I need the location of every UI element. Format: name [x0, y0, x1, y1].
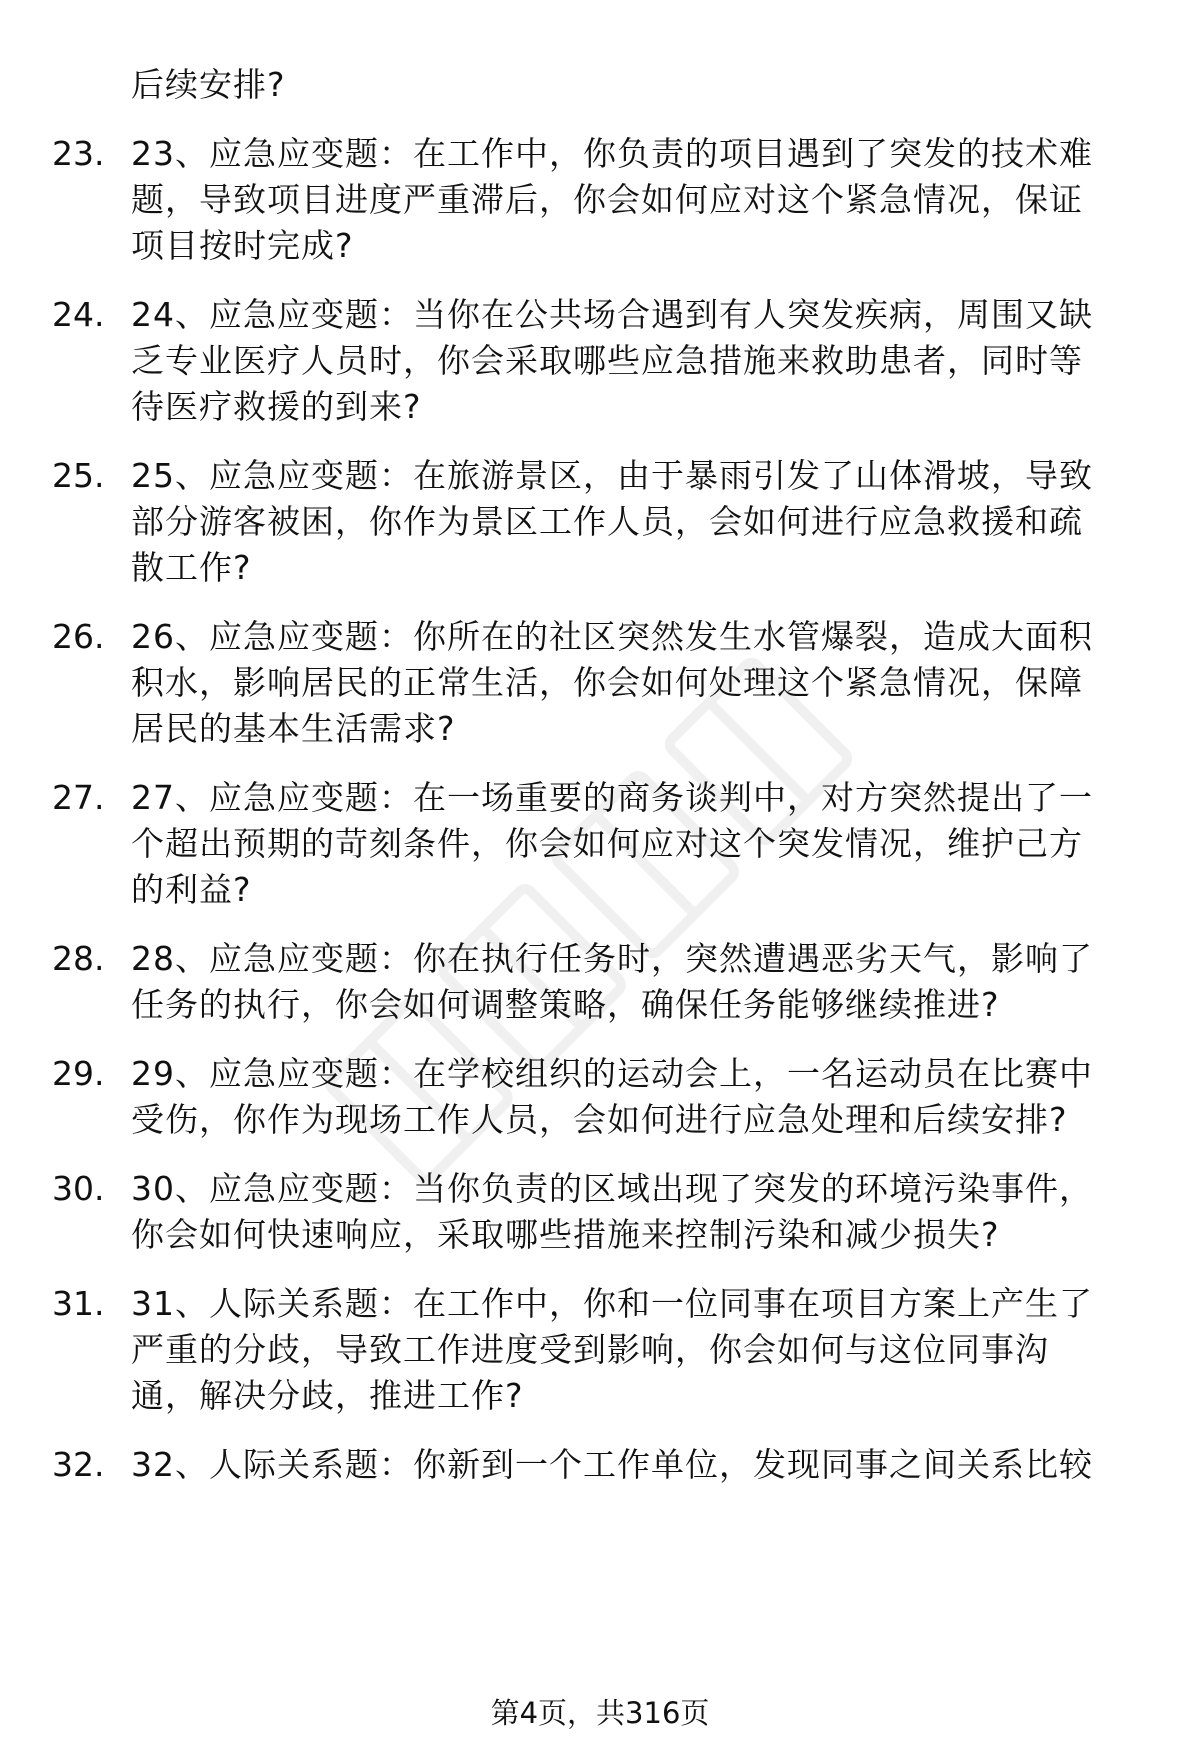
item-line: 24、应急应变题：当你在公共场合遇到有人突发疾病，周围又缺 — [131, 295, 1093, 334]
item-line: 部分游客被困，你作为景区工作人员，会如何进行应急救援和疏 — [131, 502, 1083, 541]
continuation-text: 后续安排? — [131, 65, 286, 104]
item-line: 积水，影响居民的正常生活，你会如何处理这个紧急情况，保障 — [131, 663, 1083, 702]
item-line: 27、应急应变题：在一场重要的商务谈判中，对方突然提出了一 — [131, 778, 1093, 817]
item-number: 25. — [52, 456, 105, 495]
item-number: 26. — [52, 617, 105, 656]
item-line: 受伤，你作为现场工作人员，会如何进行应急处理和后续安排? — [131, 1100, 1068, 1139]
item-line: 严重的分歧，导致工作进度受到影响，你会如何与这位同事沟 — [131, 1330, 1049, 1369]
item-number: 31. — [52, 1284, 105, 1323]
item-line: 待医疗救援的到来? — [131, 387, 422, 426]
item-number: 24. — [52, 295, 105, 334]
item-line: 29、应急应变题：在学校组织的运动会上，一名运动员在比赛中 — [131, 1054, 1093, 1093]
item-line: 居民的基本生活需求? — [131, 709, 456, 748]
item-line: 项目按时完成? — [131, 226, 354, 265]
page-footer: 第4页，共316页 — [490, 1696, 710, 1730]
item-number: 29. — [52, 1054, 105, 1093]
item-line: 32、人际关系题：你新到一个工作单位，发现同事之间关系比较 — [131, 1445, 1093, 1484]
item-line: 31、人际关系题：在工作中，你和一位同事在项目方案上产生了 — [131, 1284, 1093, 1323]
item-line: 26、应急应变题：你所在的社区突然发生水管爆裂，造成大面积 — [131, 617, 1093, 656]
item-line: 的利益? — [131, 870, 252, 909]
item-number: 23. — [52, 134, 105, 173]
item-number: 32. — [52, 1445, 105, 1484]
item-line: 通，解决分歧，推进工作? — [131, 1376, 524, 1415]
item-line: 乏专业医疗人员时，你会采取哪些应急措施来救助患者，同时等 — [131, 341, 1083, 380]
item-number: 28. — [52, 939, 105, 978]
item-line: 25、应急应变题：在旅游景区，由于暴雨引发了山体滑坡，导致 — [131, 456, 1093, 495]
item-number: 27. — [52, 778, 105, 817]
item-line: 你会如何快速响应，采取哪些措施来控制污染和减少损失? — [131, 1215, 1000, 1254]
item-line: 散工作? — [131, 548, 252, 587]
item-line: 任务的执行，你会如何调整策略，确保任务能够继续推进? — [131, 985, 1000, 1024]
item-line: 个超出预期的苛刻条件，你会如何应对这个突发情况，维护己方 — [131, 824, 1083, 863]
item-line: 23、应急应变题：在工作中，你负责的项目遇到了突发的技术难 — [131, 134, 1093, 173]
item-line: 28、应急应变题：你在执行任务时，突然遭遇恶劣天气，影响了 — [131, 939, 1093, 978]
item-line: 题，导致项目进度严重滞后，你会如何应对这个紧急情况，保证 — [131, 180, 1083, 219]
item-number: 30. — [52, 1169, 105, 1208]
item-line: 30、应急应变题：当你负责的区域出现了突发的环境污染事件， — [131, 1169, 1093, 1208]
